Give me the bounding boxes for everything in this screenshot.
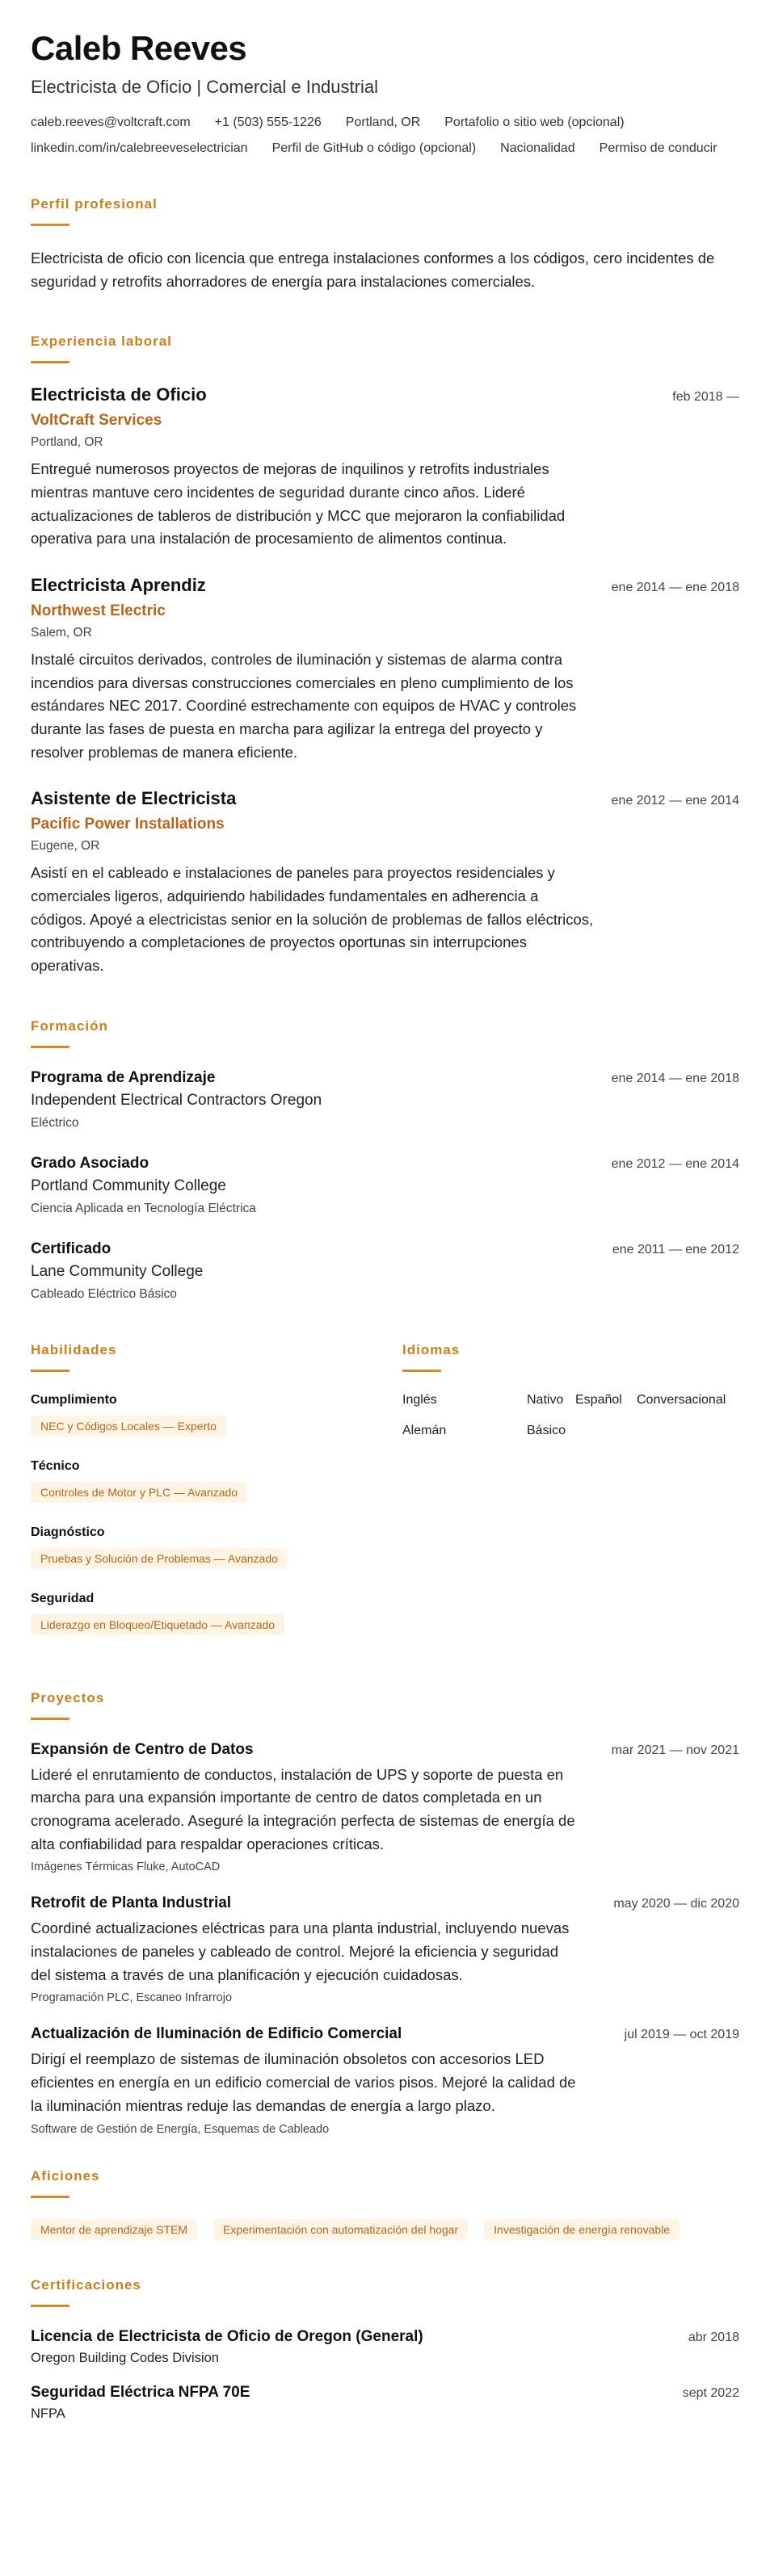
education-field: Eléctrico xyxy=(31,1115,79,1130)
certifications-section xyxy=(31,2277,739,2422)
job-description: Instalé circuitos derivados, controles de iluminación y sistemas de alarma contra incendios para diversas construcciones comerciales en pleno cumplimiento de los estándares NEC 2017. Coordiné estrechamente con equipos de HVAC y controles durante las fases de puesta en marcha para agilizar la entrega del proyecto y resolver problemas de manera eficiente. xyxy=(31,651,577,761)
candidate-name: Caleb Reeves xyxy=(31,29,247,67)
section-divider xyxy=(31,2196,69,2198)
experience-section xyxy=(31,334,739,977)
project-tech: Programación PLC, Escaneo Infrarrojo xyxy=(31,1991,233,2005)
languages-section xyxy=(402,1342,739,1658)
section-divider xyxy=(31,1046,69,1048)
skill-group xyxy=(31,1525,402,1569)
job-date: ene 2014 — ene 2018 xyxy=(611,581,739,595)
contact-nationality: Nacionalidad xyxy=(500,141,575,156)
certification-entry xyxy=(31,2328,739,2366)
certification-title: Seguridad Eléctrica NFPA 70E xyxy=(31,2383,250,2401)
education-date: ene 2014 — ene 2018 xyxy=(611,1071,739,1085)
hobby-tag: Investigación de energía renovable xyxy=(484,2219,680,2240)
language-row xyxy=(402,1393,739,1408)
skill-category: Diagnóstico xyxy=(31,1525,105,1539)
certification-date: sept 2022 xyxy=(682,2385,739,2400)
section-heading: Perfil profesional xyxy=(31,196,158,212)
skill-tag: Liderazgo en Bloqueo/Etiquetado — Avanzado xyxy=(31,1614,284,1635)
language-level: Nativo xyxy=(527,1392,564,1407)
section-heading: Experiencia laboral xyxy=(31,334,172,350)
language-name: Alemán xyxy=(402,1423,447,1437)
section-heading: Formación xyxy=(31,1017,108,1034)
skill-tag: NEC y Códigos Locales — Experto xyxy=(31,1416,226,1437)
job-location: Eugene, OR xyxy=(31,839,100,854)
skill-group xyxy=(31,1459,402,1503)
education-entry xyxy=(31,1155,739,1216)
skill-category: Seguridad xyxy=(31,1591,95,1605)
job-location: Portland, OR xyxy=(31,435,103,450)
section-divider xyxy=(31,1370,69,1372)
job-date: ene 2012 — ene 2014 xyxy=(611,794,739,808)
language-name: Inglés xyxy=(402,1392,437,1407)
project-entry xyxy=(31,1741,739,1874)
education-school: Independent Electrical Contractors Oregon xyxy=(31,1091,322,1109)
education-school: Portland Community College xyxy=(31,1177,226,1194)
certification-title: Licencia de Electricista de Oficio de Oregon (General) xyxy=(31,2327,423,2345)
project-date: mar 2021 — nov 2021 xyxy=(611,1743,739,1757)
skill-category: Técnico xyxy=(31,1458,80,1473)
job-title: Electricista de Oficio xyxy=(31,384,207,405)
skill-group xyxy=(31,1592,402,1635)
certification-org: Oregon Building Codes Division xyxy=(31,2350,219,2365)
education-field: Cableado Eléctrico Básico xyxy=(31,1286,177,1301)
skills-languages-block xyxy=(31,1342,739,1658)
section-heading: Certificaciones xyxy=(31,2276,141,2293)
language-row xyxy=(402,1424,739,1438)
job-title: Asistente de Electricista xyxy=(31,788,237,809)
education-section xyxy=(31,1018,739,1302)
education-date: ene 2012 — ene 2014 xyxy=(611,1156,739,1171)
summary-section xyxy=(31,196,739,293)
job-date: feb 2018 — xyxy=(672,390,739,405)
projects-section xyxy=(31,1690,739,2136)
contact-website[interactable]: Portafolio o sitio web (opcional) xyxy=(444,115,625,130)
contact-license: Permiso de conducir xyxy=(599,141,717,156)
education-field: Ciencia Aplicada en Tecnología Eléctrica xyxy=(31,1201,256,1215)
project-tech: Imágenes Térmicas Fluke, AutoCAD xyxy=(31,1861,221,1874)
education-school: Lane Community College xyxy=(31,1262,204,1280)
job-company: VoltCraft Services xyxy=(31,412,162,430)
job-title: Electricista Aprendiz xyxy=(31,575,206,596)
job-location: Salem, OR xyxy=(31,626,92,640)
job-entry xyxy=(31,575,739,764)
section-divider xyxy=(402,1370,441,1372)
project-entry xyxy=(31,1894,739,2004)
project-title: Actualización de Iluminación de Edificio Comercial xyxy=(31,2025,402,2043)
hobby-tags xyxy=(31,2219,739,2240)
project-title: Retrofit de Planta Industrial xyxy=(31,1894,232,1912)
education-date: ene 2011 — ene 2012 xyxy=(612,1242,739,1257)
contact-linkedin[interactable]: linkedin.com/in/calebreeveselectrician xyxy=(31,141,248,156)
section-heading: Idiomas xyxy=(402,1341,461,1357)
certification-entry xyxy=(31,2384,739,2422)
job-company: Northwest Electric xyxy=(31,602,166,620)
section-divider xyxy=(31,224,69,226)
section-divider xyxy=(31,1718,69,1720)
skill-group xyxy=(31,1393,402,1437)
education-degree: Programa de Aprendizaje xyxy=(31,1068,216,1086)
language-level: Básico xyxy=(527,1423,566,1437)
hobby-tag: Experimentación con automatización del hogar xyxy=(213,2219,468,2240)
project-description: Lideré el enrutamiento de conductos, instalación de UPS y soporte de puesta en marcha para una expansión importante de centro de datos completada en un cronograma acelerado. Aseguré la integración perfecta de sistemas de energía de alta confiabilidad para respaldar operaciones críticas. xyxy=(31,1765,575,1852)
summary-text: Electricista de oficio con licencia que entrega instalaciones conformes a los códigos, cero incidentes de seguridad y retrofits ahorradores de energía para instalaciones comerciales. xyxy=(31,250,715,290)
skill-tag: Pruebas y Solución de Problemas — Avanzado xyxy=(31,1548,288,1569)
education-entry xyxy=(31,1240,739,1302)
section-heading: Proyectos xyxy=(31,1689,105,1705)
education-entry xyxy=(31,1069,739,1131)
job-description: Asistí en el cableado e instalaciones de paneles para proyectos residenciales y comerciales ligeros, adquiriendo habilidades fundamentales en adherencia a códigos. Apoyé a electricistas senior en la solución de problemas de fallos eléctricos, contribuyendo a completaciones de proyectos oportunas sin interrupciones operativas. xyxy=(31,864,594,975)
language-level: Conversacional xyxy=(637,1392,726,1407)
job-description: Entregué numerosos proyectos de mejoras de inquilinos y retrofits industriales mientras mantuve cero incidentes de seguridad durante cinco años. Lideré actualizaciones de tableros de distribución y MCC que mejoraron la confiabilidad operativa para una instalación de procesamiento de alimentos continua. xyxy=(31,460,566,548)
hobbies-section xyxy=(31,2168,739,2240)
project-description: Coordiné actualizaciones eléctricas para una planta industrial, incluyendo nuevas instalaciones de paneles y cableado de control. Mejoré la eficiencia y seguridad del sistema a través de una planificación y ejecución cuidadosas. xyxy=(31,1919,570,1983)
skills-section xyxy=(31,1342,402,1658)
contact-phone[interactable]: +1 (503) 555-1226 xyxy=(214,115,322,130)
candidate-title: Electricista de Oficio | Comercial e Industrial xyxy=(31,77,378,98)
project-description: Dirigí el reemplazo de sistemas de iluminación obsoletos con accesorios LED eficientes en energía en un edificio comercial de varios pisos. Mejoré la calidad de la iluminación mientras reduje las demandas de energía a largo plazo. xyxy=(31,2050,576,2114)
job-company: Pacific Power Installations xyxy=(31,816,225,833)
job-entry xyxy=(31,788,739,977)
project-date: jul 2019 — oct 2019 xyxy=(624,2028,739,2042)
job-entry xyxy=(31,384,739,551)
skill-tag: Controles de Motor y PLC — Avanzado xyxy=(31,1482,247,1503)
project-entry xyxy=(31,2025,739,2135)
certification-org: NFPA xyxy=(31,2406,65,2421)
project-tech: Software de Gestión de Energía, Esquemas de Cableado xyxy=(31,2122,330,2136)
section-divider xyxy=(31,361,69,363)
section-heading: Aficiones xyxy=(31,2167,100,2184)
project-date: may 2020 — dic 2020 xyxy=(613,1897,739,1911)
skill-category: Cumplimiento xyxy=(31,1392,117,1407)
education-degree: Certificado xyxy=(31,1240,112,1257)
certification-date: abr 2018 xyxy=(688,2330,739,2344)
contact-email[interactable]: caleb.reeves@voltcraft.com xyxy=(31,115,191,130)
section-divider xyxy=(31,2305,69,2307)
contact-location: Portland, OR xyxy=(345,115,421,130)
language-name: Español xyxy=(575,1392,622,1407)
contact-list xyxy=(31,115,739,156)
project-title: Expansión de Centro de Datos xyxy=(31,1740,254,1758)
contact-github[interactable]: Perfil de GitHub o código (opcional) xyxy=(271,141,477,156)
education-degree: Grado Asociado xyxy=(31,1154,149,1172)
hobby-tag: Mentor de aprendizaje STEM xyxy=(31,2219,197,2240)
section-heading: Habilidades xyxy=(31,1341,117,1357)
